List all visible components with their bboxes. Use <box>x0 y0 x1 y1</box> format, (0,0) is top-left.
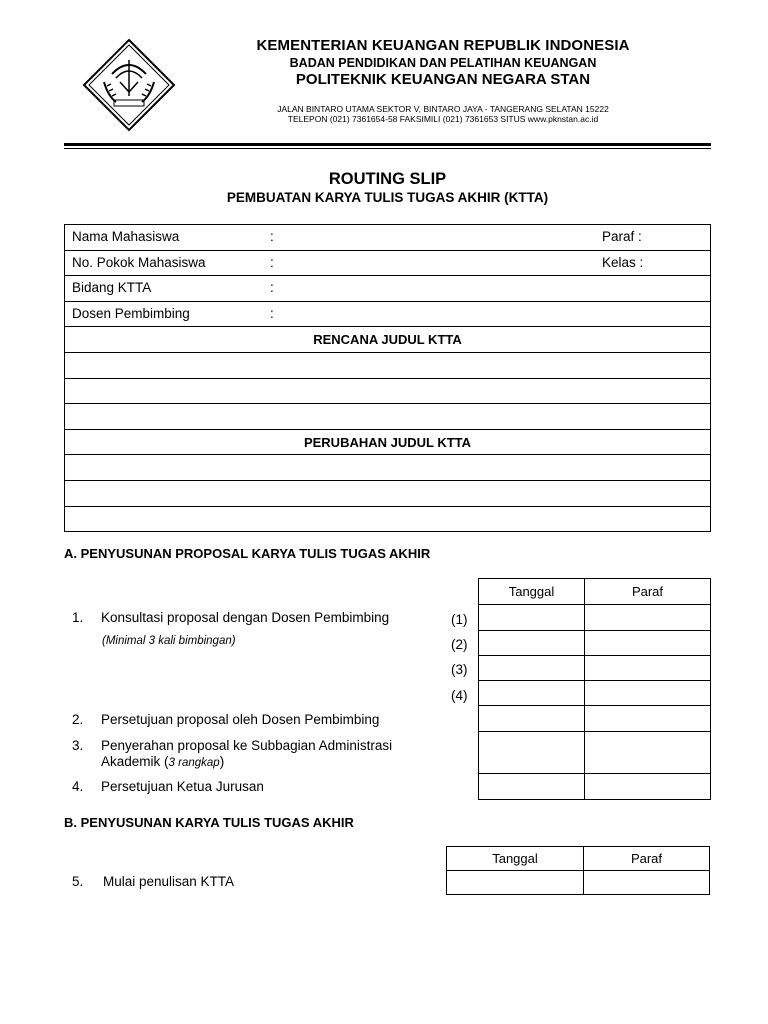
row-bidang <box>65 276 711 302</box>
counter-2: (2) <box>451 637 468 652</box>
address-line: JALAN BINTARO UTAMA SEKTOR V, BINTARO JAYA - TANGERANG SELATAN 15222 <box>277 104 609 114</box>
npm-field[interactable] <box>65 250 711 276</box>
item-1-number: 1. <box>72 610 84 625</box>
item-4-number: 4. <box>72 779 84 794</box>
ministry-name: KEMENTERIAN KEUANGAN REPUBLIK INDONESIA <box>256 37 630 54</box>
item-3-prefix: Akademik ( <box>101 754 169 769</box>
header-divider-thin <box>64 148 711 149</box>
paraf-cell[interactable] <box>585 774 711 800</box>
colon: : <box>270 229 274 245</box>
item-2-number: 2. <box>72 712 84 727</box>
kelas-label: Kelas : <box>602 254 644 270</box>
section-b-heading: B. PENYUSUNAN KARYA TULIS TUGAS AKHIR <box>64 815 354 830</box>
counter-3: (3) <box>451 662 468 677</box>
header-divider-thick <box>64 143 711 146</box>
ministry-logo <box>82 38 176 132</box>
perubahan-line[interactable] <box>65 455 711 481</box>
rencana-heading: RENCANA JUDUL KTTA <box>65 327 711 353</box>
student-info-table <box>64 224 711 532</box>
item-5-number: 5. <box>72 874 84 889</box>
item-1-note: (Minimal 3 kali bimbingan) <box>102 635 236 647</box>
tanggal-cell[interactable] <box>479 656 585 681</box>
document-title: ROUTING SLIP <box>328 170 447 188</box>
bidang-field[interactable] <box>65 276 711 302</box>
section-a-table <box>478 578 711 800</box>
col-tanggal-header: Tanggal <box>479 579 585 605</box>
item-3-number: 3. <box>72 738 84 753</box>
institution-name: POLITEKNIK KEUANGAN NEGARA STAN <box>295 71 591 88</box>
item-3-italic: 3 rangkap <box>168 757 220 769</box>
paraf-label: Paraf : <box>602 229 642 245</box>
dosen-label: Dosen Pembimbing <box>72 306 190 322</box>
contact-line: TELEPON (021) 7361654-58 FAKSIMILI (021) 7361653 SITUS www.pknstan.ac.id <box>287 114 599 124</box>
item-5-text: Mulai penulisan KTTA <box>103 874 235 889</box>
paraf-cell[interactable] <box>585 605 711 631</box>
bidang-label: Bidang KTTA <box>72 280 152 296</box>
paraf-cell[interactable] <box>585 732 711 774</box>
paraf-cell[interactable] <box>585 631 711 656</box>
col-paraf-header: Paraf <box>584 847 710 871</box>
row-dosen <box>65 301 711 327</box>
document-subtitle: PEMBUATAN KARYA TULIS TUGAS AKHIR (KTTA) <box>226 190 549 205</box>
item-3-suffix: ) <box>219 754 225 769</box>
rencana-line[interactable] <box>65 378 711 404</box>
rencana-line[interactable] <box>65 352 711 378</box>
tanggal-cell[interactable] <box>447 871 584 895</box>
item-2-text: Persetujuan proposal oleh Dosen Pembimbing <box>101 712 380 727</box>
tanggal-cell[interactable] <box>479 706 585 732</box>
counter-4: (4) <box>451 688 468 703</box>
item-4-text: Persetujuan Ketua Jurusan <box>101 779 264 794</box>
item-3-line1: Penyerahan proposal ke Subbagian Administrasi <box>101 738 393 753</box>
paraf-cell[interactable] <box>585 656 711 681</box>
col-paraf-header: Paraf <box>585 579 711 605</box>
tanggal-cell[interactable] <box>479 605 585 631</box>
counter-1: (1) <box>451 612 468 627</box>
colon: : <box>270 254 274 270</box>
colon: : <box>270 280 274 296</box>
row-nama <box>65 225 711 251</box>
paraf-cell[interactable] <box>585 681 711 706</box>
tanggal-cell[interactable] <box>479 774 585 800</box>
paraf-cell[interactable] <box>584 871 710 895</box>
dosen-field[interactable] <box>65 301 711 327</box>
rencana-line[interactable] <box>65 404 711 430</box>
nama-field[interactable] <box>65 225 711 251</box>
perubahan-line[interactable] <box>65 506 711 532</box>
agency-name: BADAN PENDIDIKAN DAN PELATIHAN KEUANGAN <box>289 56 597 70</box>
paraf-cell[interactable] <box>585 706 711 732</box>
row-npm <box>65 250 711 276</box>
item-1-text: Konsultasi proposal dengan Dosen Pembimbing <box>101 610 390 625</box>
tanggal-cell[interactable] <box>479 631 585 656</box>
tanggal-cell[interactable] <box>479 732 585 774</box>
section-b-table <box>446 846 710 895</box>
section-a-heading: A. PENYUSUNAN PROPOSAL KARYA TULIS TUGAS AKHIR <box>64 546 431 561</box>
item-3-line2 <box>101 754 224 769</box>
colon: : <box>270 306 274 322</box>
perubahan-heading: PERUBAHAN JUDUL KTTA <box>65 429 711 455</box>
perubahan-line[interactable] <box>65 480 711 506</box>
tanggal-cell[interactable] <box>479 681 585 706</box>
col-tanggal-header: Tanggal <box>447 847 584 871</box>
npm-label: No. Pokok Mahasiswa <box>72 254 206 270</box>
nama-label: Nama Mahasiswa <box>72 229 180 245</box>
